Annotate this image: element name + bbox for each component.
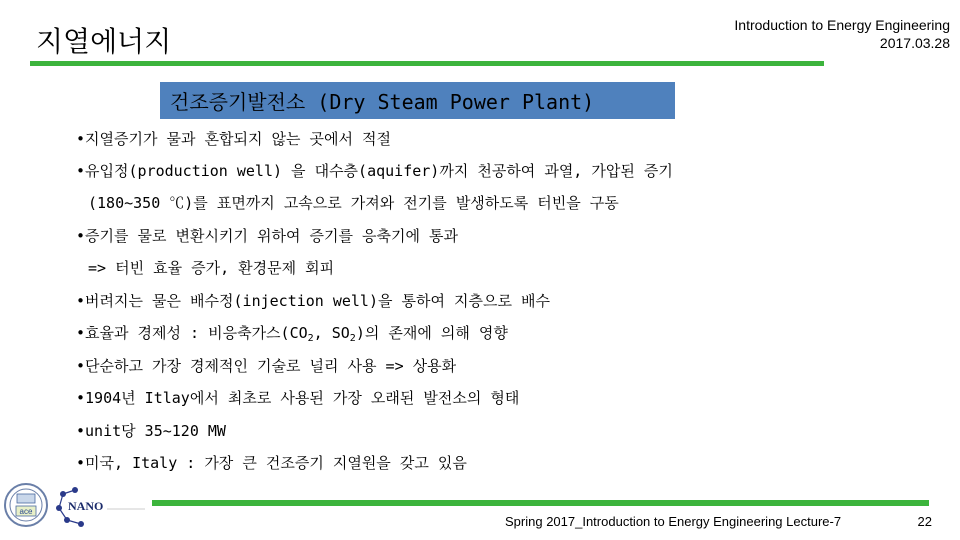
seal-text: ace xyxy=(19,507,33,516)
page-number: 22 xyxy=(917,514,932,529)
section-subtitle: 건조증기발전소 (Dry Steam Power Plant) xyxy=(160,82,675,119)
slide-title: 지열에너지 xyxy=(36,25,172,58)
bullet-continuation: => 터빈 효율 증가, 환경문제 회피 xyxy=(88,259,335,277)
bottom-divider xyxy=(152,500,929,506)
footer-text: Spring 2017_Introduction to Energy Engineering Lecture-7 xyxy=(505,514,842,529)
slide-date: 2017.03.28 xyxy=(879,35,950,51)
nano-logo-text: NANO xyxy=(68,499,104,513)
course-name: Introduction to Energy Engineering xyxy=(734,17,950,33)
bullet-text: •효율과 경제성 : 비응축가스(CO xyxy=(76,324,308,342)
bullet-item: •단순하고 가장 경제적인 기술로 널리 사용 => 상용화 xyxy=(76,357,457,375)
bullet-item: •지열증기가 물과 혼합되지 않는 곳에서 적절 xyxy=(76,130,392,148)
top-divider xyxy=(30,61,824,66)
bullet-continuation: (180~350 ℃)를 표면까지 고속으로 가져와 전기를 발생하도록 터빈을 구동 xyxy=(88,194,619,212)
bullet-item xyxy=(76,322,508,344)
bullet-item: •unit당 35~120 MW xyxy=(76,422,226,440)
bullet-text: )의 존재에 의해 영향 xyxy=(355,324,508,342)
nano-lab-logo xyxy=(55,486,150,530)
bullet-text: , SO xyxy=(313,324,350,342)
bullet-item: •유입정(production well) 을 대수층(aquifer)까지 천공하여 과열, 가압된 증기 xyxy=(76,162,673,180)
university-seal-logo xyxy=(4,480,48,530)
bullet-item: •1904년 Itlay에서 최초로 사용된 가장 오래된 발전소의 형태 xyxy=(76,389,520,407)
bullet-item: •버려지는 물은 배수정(injection well)을 통하여 지층으로 배수 xyxy=(76,292,550,310)
bullet-item: •미국, Italy : 가장 큰 건조증기 지열원을 갖고 있음 xyxy=(76,454,467,472)
subscript: 2 xyxy=(349,333,356,344)
header-info xyxy=(734,16,950,52)
subscript: 2 xyxy=(307,333,314,344)
bullet-item: •증기를 물로 변환시키기 위하여 증기를 응축기에 통과 xyxy=(76,227,458,245)
